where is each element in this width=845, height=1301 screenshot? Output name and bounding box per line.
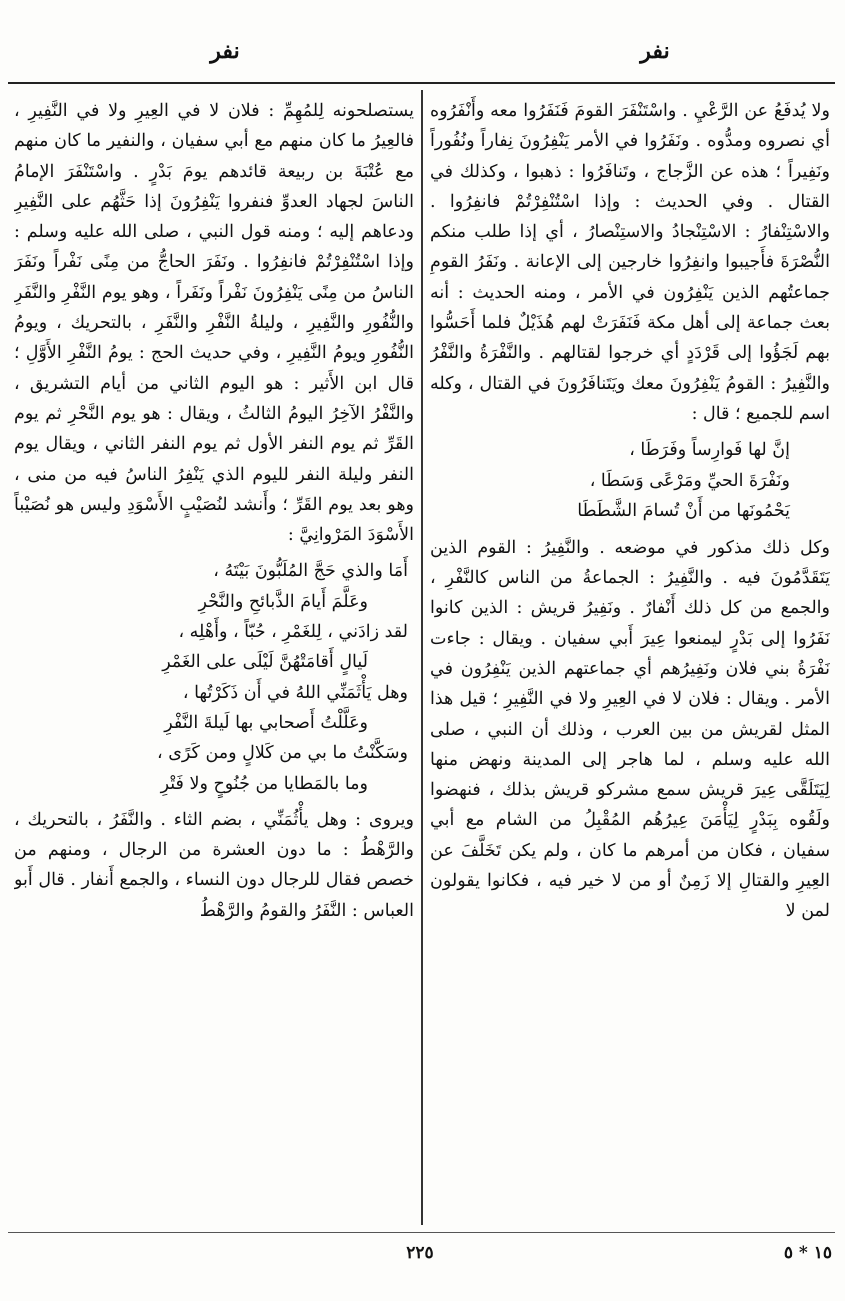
running-head-right: نفر: [640, 38, 670, 64]
left-paragraph-2: ويروى : وهل يأْثُمَنِّي ، بضم الثاء . والنَّفَرُ ، بالتحريك ، والرَّهْطُ : ما دون العشرة من الرجال ، ومنهم من خصص فقال للرجال دون النساء ، والجمع أَنفار . قال أَبو العباس : النَّفَرُ والقومُ والرَّهْطُ: [14, 809, 414, 921]
right-paragraph-1: ولا يُدفَعُ عن الرَّعْيِ . واسْتَنْفَرَ القومَ فَنَفَرُوا معه وأَنْفَرُوه أي نصروه ومدُّوه . ونَفَرُوا في الأمر يَنْفِرُونَ نِفاراً ونُفُوراً ونَفِيراً ؛ هذه عن الزَّجاج ، وتَنافَرُوا : ذهبوا ، وكذلك في القتال . وفي الحديث : وإذا اسْتُنْفِرْتُمْ فانفِرُوا . والاسْتِنْفارُ : الاسْتِنْجادُ والاستِنْصارُ ، أي إذا طلب منكم النُّصْرَةَ فأَجيبوا وانفِرُوا خارجين إلى الإعانة . ونَفَرُ القومِ جماعتُهم الذين يَنْفِرُون في الأمر ، ومنه الحديث : أنه بعث جماعة إلى أهل مكة فَنَفَرَتْ لهم هُذَيْلٌ فلما أَحَسُّوا بهم لَجَؤُوا إلى قَرْدَدٍ أي خرجوا لقتالهم . والنَّفْرَةُ والنَّفْرُ والنَّفِيرُ : القومُ يَنْفِرُونَ معك ويَتَنافَرُونَ في القتال ، وكله اسم للجميع ؛ قال :: [430, 101, 830, 424]
left-verse-line-3: لقد زادَني ، لِلغَمْرِ ، حُبّاً ، وأَهْلِه ،: [178, 622, 408, 643]
left-verse-block: [14, 556, 414, 798]
right-paragraph-2: وكل ذلك مذكور في موضعه . والنَّفِيرُ : القوم الذين يَتَقَدَّمُونَ فيه . والنَّفِيرُ : الجماعةُ من الناس كالنَّفْرِ ، والجمع من كل ذلك أَنْفارٌ . ونَفِيرُ قريش : الذين كانوا نَفَرُوا إلى بَدْرٍ ليمنعوا عِيرَ أَبي سفيان . ويقال : جاءت نَفْرَةُ بني فلان ونَفِيرُهم أي جماعتهم الذين يَنْفِرُون في الأمر . ويقال : فلان لا في العِيرِ ولا في النَّفِيرِ ؛ قيل هذا المثل لقريش من بين العرب ، وذلك أن النبي ، صلى الله عليه وسلم ، لما هاجر إلى المدينة ونهض منها لِيَتَلَقَّى عِيرَ قريش سمع مشركو قريش بذلك ، فنهضوا ولَقُوه بِبَدْرٍ لِيَأْمَنَ عِيرُهُم المُقْبِلُ من الشام مع أبي سفيان ، فكان من أمرهم ما كان ، ولم يكن تَخَلَّفَ عن العِيرِ والقتالِ إلا زَمِنٌ أو من لا خير فيه ، فكانوا يقولون لمن لا: [430, 537, 830, 922]
right-verse-line-1: إنَّ لها فَوارِساً وفَرَطَا ،: [629, 440, 790, 461]
header-rule: [8, 82, 835, 84]
right-verse-line-3: يَحْمُونَها من أَنْ تُسامَ الشَّطَطَا: [577, 501, 790, 522]
page-number: ٢٢٥: [406, 1243, 434, 1263]
column-divider: [421, 90, 423, 1225]
left-column: [14, 96, 414, 1226]
left-verse-line-6: وعَلَّلْتُ أَصحابي بها لَيلةَ النَّفْرِ: [164, 712, 368, 733]
left-verse-line-7: وسَكَّنْتُ ما بي من كَلالٍ ومن كَرًى ،: [156, 743, 408, 764]
left-paragraph-1: يستصلحونه لِلمُهِمِّ : فلان لا في العِيرِ ولا في النَّفِيرِ ، فالعِيرُ ما كان منهم مع أبي سفيان ، والنفير ما كان منهم مع عُتْبَةَ بن ربيعة قائدهم يومَ بَدْرٍ . واسْتَنْفَرَ الإمامُ الناسَ لجهاد العدوِّ فنفروا يَنْفِرُونَ إذا حَثَّهُم على النَّفِيرِ ودعاهم إليه ؛ ومنه قول النبي ، صلى الله عليه وسلم : وإذا اسْتُنْفِرْتُمْ فانفِرُوا . ونَفَرَ الحاجُّ من مِنًى نَفْراً ونَفَرَ الناسُ من مِنًى يَنْفِرُونَ نَفْراً ونَفَراً ، وهو يوم النَّفْرِ والنَّفَرِ والنُّفُورِ والنَّفِيرِ ، وليلةُ النَّفْرِ والنَّفَرِ ، بالتحريك ، ويومُ النُّفُورِ ويومُ النَّفِيرِ ، وفي حديث الحج : يومُ النَّفْرِ الأَوَّلِ ؛ قال ابن الأَثير : هو اليوم الثاني من أيام التشريق ، والنَّفْرُ الآخِرُ اليومُ الثالثُ ، ويقال : هو يوم النَّحْرِ ثم يوم القَرِّ ثم يوم النفر الأول ثم يوم النفر الثاني ، ويقال يوم النفر وليلة النفر لليوم الذي يَنْفِرُ الناسُ فيه من منى ، وهو بعد يوم القَرِّ ؛ وأَنشد لنُصَيْبٍ الأَسْوَدِ وليس هو نُصَيْباً الأَسْوَدَ المَرْوانِيَّ :: [14, 101, 414, 546]
running-head-left: نفر: [210, 38, 240, 64]
left-verse-line-2: وعَلَّمَ أَيامَ الذَّبائحِ والنَّحْرِ: [198, 591, 368, 612]
left-verse-line-5: وهل يَأْثَمَنِّي اللهُ في أَن ذَكَرْتُها ،: [182, 682, 408, 703]
left-verse-line-4: لَيالٍ أَقامَتْهُنَّ لَيْلَى على الغَمْرِ: [162, 652, 368, 673]
printer-signature: ١٥ * ٥: [783, 1243, 832, 1263]
right-verse-line-2: ونَفْرَةَ الحيِّ ومَرْعًى وَسَطَا ،: [589, 470, 790, 491]
right-verse-block: [430, 435, 830, 527]
left-verse-line-1: أَمَا والذي حَجَّ المُلَبُّونَ بَيْتَهُ ،: [213, 561, 408, 582]
right-column: [430, 96, 830, 1226]
footer-rule: [8, 1232, 835, 1233]
left-verse-line-8: وما بالمَطايا من جُنُوحٍ ولا فَتْرِ: [160, 773, 368, 794]
